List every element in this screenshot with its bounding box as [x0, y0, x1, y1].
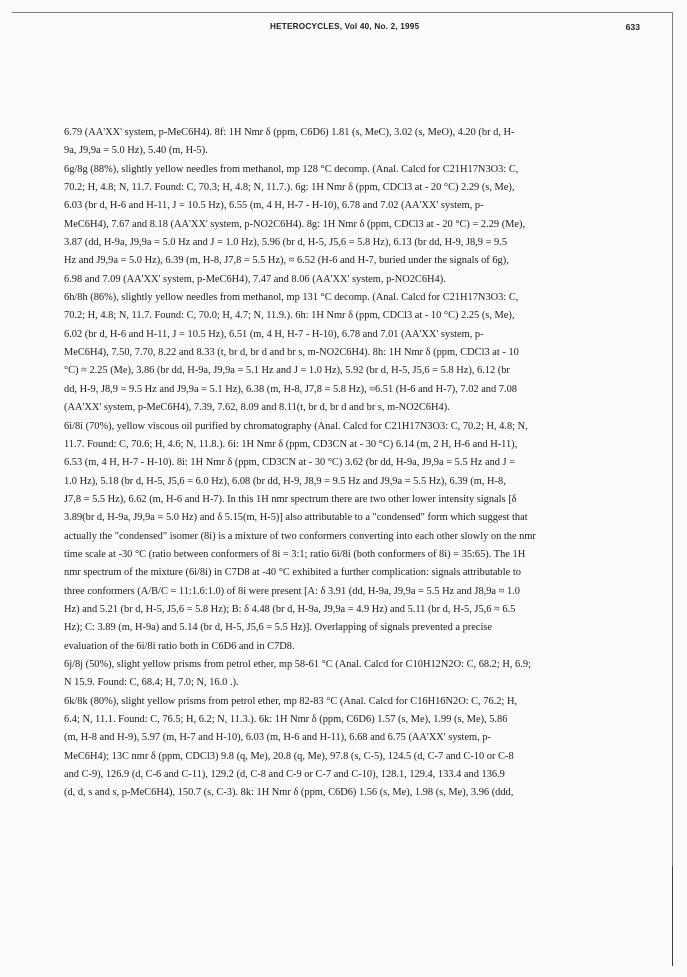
text-line: 6.79 (AA'XX' system, p-MeC6H4). 8f: 1H Nmr δ (ppm, C6D6) 1.81 (s, MeC), 3.02 (s, MeO), 4.20 (br d, H- [64, 127, 515, 138]
text-line: nmr spectrum of the mixture (6i/8i) in C7D8 at -40 °C exhibited a further complication: signals attributable to [64, 567, 521, 579]
experimental-text [64, 124, 639, 803]
text-line: MeC6H4), 7.50, 7.70, 8.22 and 8.33 (t, br d, br d and br s, m-NO2C6H4). 8h: 1H Nmr δ (ppm, CDCl3 at - 10 [64, 347, 519, 359]
text-line: 6h/8h (86%), slightly yellow needles from methanol, mp 131 °C decomp. (Anal. Calcd for C21H17N3O3: C, [64, 292, 519, 304]
text-line: 70.2; H, 4.8; N, 11.7. Found: C, 70.0; H, 4.7; N, 11.9.). 6h: 1H Nmr δ (ppm, CDCl3 at - 10 °C) 2.25 (s, Me), [64, 310, 515, 322]
text-line: (m, H-8 and H-9), 5.97 (m, H-7 and H-10), 6.03 (m, H-6 and H-11), 6.68 and 6.75 (AA'XX' system, p- [64, 732, 491, 744]
text-line: time scale at -30 °C (ratio between conformers of 8i = 3:1; ratio 6i/8i (both conformers of 8i) = 35:65). The 1H [64, 548, 526, 560]
text-line: 6i/8i (70%), yellow viscous oil purified by chromatography (Anal. Calcd for C21H17N3O3: C, 70.2; H, 4.8; N, [64, 420, 528, 432]
text-line: 6.02 (br d, H-6 and H-11, J = 10.5 Hz), 6.51 (m, 4 H, H-7 - H-10), 6.78 and 7.01 (AA'XX' system, p- [64, 328, 484, 340]
page-border-right [672, 12, 673, 965]
text-line: Hz and J9,9a = 5.0 Hz), 6.39 (m, H-8, J7,8 = 5.5 Hz), ≈ 6.52 (H-6 and H-7, buried under the signals of 6g), [64, 255, 509, 267]
text-line: 11.7. Found: C, 70.6; H, 4.6; N, 11.8.). 6i: 1H Nmr δ (ppm, CD3CN at - 30 °C) 6.14 (m, 2 H, H-6 and H-11), [64, 438, 518, 450]
text-line: 6.98 and 7.09 (AA'XX' system, p-MeC6H4), 7.47 and 8.06 (AA'XX' system, p-NO2C6H4). [64, 273, 446, 285]
text-line: 6.4; N, 11.1. Found: C, 76.5; H, 6.2; N, 11.3.). 6k: 1H Nmr δ (ppm, C6D6) 1.57 (s, Me), 1.99 (s, Me), 5.86 [64, 714, 508, 725]
text-line: 3.87 (dd, H-9a, J9,9a = 5.0 Hz and J = 1.0 Hz), 5.96 (br d, H-5, J5,6 = 5.8 Hz), 6.13 (br dd, H-9, J8,9 = 9.5 [64, 237, 508, 249]
text-line: 1.0 Hz), 5.18 (br d, H-5, J5,6 = 6.0 Hz), 6.08 (br dd, H-9, J8,9 = 9.5 Hz and J9,9a = 5.5 Hz), 6.39 (m, H-8, [64, 475, 506, 487]
text-line: MeC6H4); 13C nmr δ (ppm, CDCl3) 9.8 (q, Me), 20.8 (q, Me), 97.8 (s, C-5), 124.5 (d, C-7 and C-10 or C-8 [64, 750, 514, 762]
text-line: actually the "condensed" isomer (8i) is a mixture of two conformers converting into each other slowly on the nmr [64, 530, 536, 542]
text-line: 3.89(br d, H-9a, J9,9a = 5.0 Hz) and δ 5.15(m, H-5)] also attributable to a "condensed" form which suggest that [64, 512, 528, 524]
text-line: (AA'XX' system, p-MeC6H4), 7.39, 7.62, 8.09 and 8.11(t, br d, br d and br s, m-NO2C6H4). [64, 402, 450, 414]
text-line: dd, H-9, J8,9 = 9.5 Hz and J9,9a = 5.1 Hz), 6.38 (m, H-8, J7,8 = 5.8 Hz), ≈6.51 (H-6 and H-7), 7.02 and 7.08 [64, 383, 517, 395]
text-line: Hz); C: 3.89 (m, H-9a) and 5.14 (br d, H-5, J5,6 = 5.5 Hz)]. Overlapping of signals prevented a precise [64, 622, 493, 634]
text-line: MeC6H4), 7.67 and 8.18 (AA'XX' system, p-NO2C6H4). 8g: 1H Nmr δ (ppm, CDCl3 at - 20 °C) = 2.29 (Me), [64, 218, 526, 230]
text-line: 6.03 (br d, H-6 and H-11, J = 10.5 Hz), 6.55 (m, 4 H, H-7 - H-10), 6.78 and 7.02 (AA'XX' system, p- [64, 200, 484, 212]
text-line: 6.53 (m, 4 H, H-7 - H-10). 8i: 1H Nmr δ (ppm, CD3CN at - 30 °C) 3.62 (br dd, H-9a, J9,9a = 5.5 Hz and J = [64, 457, 516, 469]
page-border-bottom-right [672, 866, 673, 966]
text-line: 6g/8g (88%), slightly yellow needles from methanol, mp 128 °C decomp. (Anal. Calcd for C21H17N3O3: C, [64, 163, 519, 175]
page-number: 633 [625, 22, 640, 32]
text-line: 9a, J9,9a = 5.0 Hz), 5.40 (m, H-5). [64, 145, 208, 157]
page-border-top [12, 12, 673, 13]
text-line: and C-9), 126.9 (d, C-6 and C-11), 129.2 (d, C-8 and C-9 or C-7 and C-10), 128.1, 129.4, 133.4 and 136.9 [64, 769, 505, 781]
running-header: HETEROCYCLES, Vol 40, No. 2, 1995 [270, 22, 420, 31]
text-line: 70.2; H, 4.8; N, 11.7. Found: C, 70.3; H, 4.8; N, 11.7.). 6g: 1H Nmr δ (ppm, CDCl3 at - 20 °C) 2.29 (s, Me), [64, 182, 515, 194]
text-line: three conformers (A/B/C = 11:1.6:1.0) of 8i were present [A: δ 3.91 (dd, H-9a, J9,9a = 5.5 Hz and J8,9a ≈ 1.0 [64, 585, 520, 597]
text-line: N 15.9. Found: C, 68.4; H, 7.0; N, 16.0 .). [64, 677, 239, 689]
text-line: 6j/8j (50%), slight yellow prisms from petrol ether, mp 58-61 °C (Anal. Calcd for C10H12N2O: C, 68.2; H, 6.9; [64, 658, 531, 670]
text-line: 6k/8k (80%), slight yellow prisms from petrol ether, mp 82-83 °C (Anal. Calcd for C16H16N2O: C, 76.2; H, [64, 695, 518, 707]
text-line: evaluation of the 6i/8i ratio both in C6D6 and in C7D8. [64, 640, 295, 652]
text-line: (d, d, s and s, p-MeC6H4), 150.7 (s, C-3). 8k: 1H Nmr δ (ppm, C6D6) 1.56 (s, Me), 1.98 (s, Me), 3.96 (ddd, [64, 787, 514, 799]
text-line: °C) ≈ 2.25 (Me), 3.86 (br dd, H-9a, J9,9a = 5.1 Hz and J = 1.0 Hz), 5.92 (br d, H-5, J5,6 = 5.8 Hz), 6.12 (br [64, 365, 510, 377]
text-line: J7,8 = 5.5 Hz), 6.62 (m, H-6 and H-7). In this 1H nmr spectrum there are two other lower intensity signals [δ [64, 493, 517, 505]
text-line: Hz) and 5.21 (br d, H-5, J5,6 = 5.8 Hz); B: δ 4.48 (br d, H-9a, J9,9a = 4.9 Hz) and 5.11 (br d, H-5, J5,6 ≈ 6.5 [64, 603, 516, 615]
